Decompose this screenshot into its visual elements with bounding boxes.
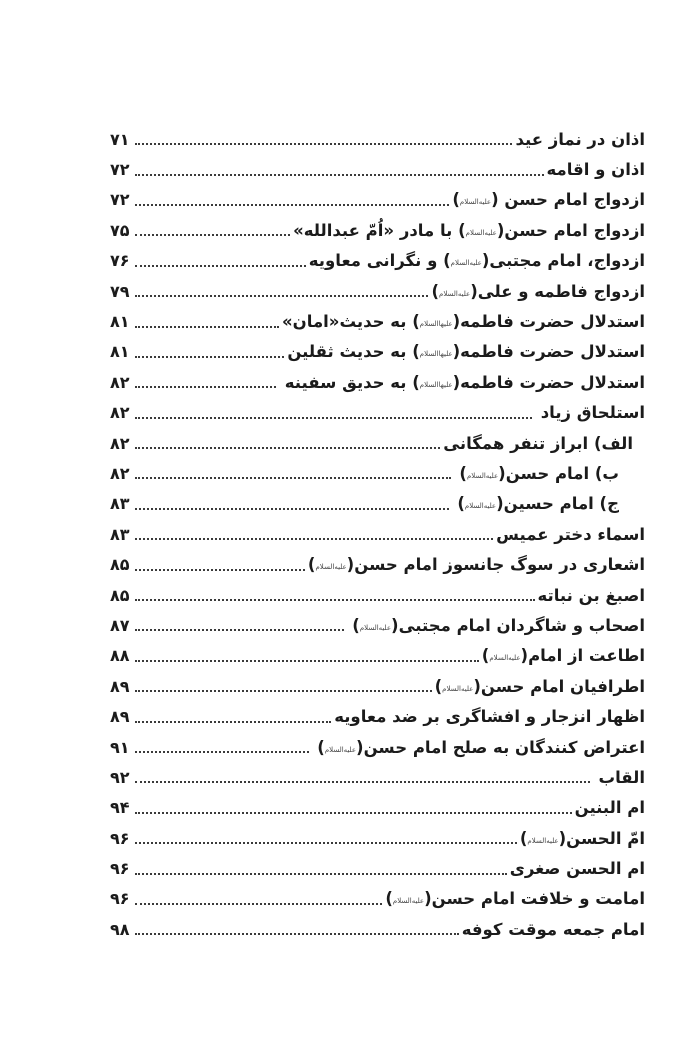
toc-entry (110, 914, 645, 944)
dotted-leader (135, 174, 544, 176)
toc-entry (110, 337, 645, 367)
toc-entry-title: اشعاری در سوگ جانسوز امام حسن(علیه‌السلام) (307, 555, 645, 575)
toc-entry-title: اصحاب و شاگردان امام مجتبی(علیه‌السلام) (352, 615, 645, 635)
toc-entry (110, 762, 645, 792)
dotted-leader (135, 265, 306, 267)
toc-entry (110, 306, 645, 336)
honorific-stamp: علیه‌السلام (442, 684, 474, 693)
toc-entry-title: اعتراض کنندگان به صلح امام حسن(علیه‌السلام) (317, 737, 645, 757)
toc-entry-title: استدلال حضرت فاطمه(علیهاالسلام) به حدیث«امان» (282, 312, 645, 332)
toc-entry-title: استدلال حضرت فاطمه(علیهاالسلام) به حدیق سفینه (279, 372, 645, 392)
toc-entry (110, 276, 645, 306)
toc-entry (110, 215, 645, 245)
toc-page-number: ۷۵ (110, 220, 130, 240)
dotted-leader (135, 903, 383, 905)
honorific-stamp: علیهاالسلام (419, 320, 453, 329)
dotted-leader (135, 781, 590, 783)
honorific-stamp: علیه‌السلام (459, 198, 492, 207)
toc-entry (110, 580, 645, 610)
toc-entry (110, 884, 645, 914)
toc-entry-title: امام جمعه موقت کوفه (461, 919, 645, 939)
toc-entry (110, 458, 645, 488)
toc-entry (110, 185, 645, 215)
toc-entry (110, 428, 645, 458)
toc-page-number: ۹۸ (110, 919, 130, 939)
dotted-leader (135, 295, 429, 297)
toc-page-number: ۷۲ (110, 160, 130, 180)
toc-entry (110, 823, 645, 853)
toc-entry-title: ازدواج امام حسن (علیه‌السلام) (452, 190, 645, 210)
toc-entry (110, 671, 645, 701)
toc-entry-title: ازدواج فاطمه و علی(علیه‌السلام) (431, 281, 645, 301)
toc-entry (110, 489, 645, 519)
toc-page-number: ۸۲ (110, 403, 130, 423)
toc-page-number: ۸۹ (110, 707, 130, 727)
dotted-leader (135, 386, 276, 388)
toc-page-number: ۷۹ (110, 281, 130, 301)
toc-entry (110, 793, 645, 823)
toc-entry (110, 641, 645, 671)
toc-entry-title: اصبغ بن نباته (537, 585, 645, 605)
toc-entry (110, 732, 645, 762)
toc-list (110, 124, 645, 945)
dotted-leader (135, 204, 450, 206)
toc-page-number: ۸۵ (110, 555, 130, 575)
toc-entry-title: اذان و اقامه (546, 160, 645, 180)
dotted-leader (135, 569, 305, 571)
honorific-stamp: علیه‌السلام (324, 745, 357, 754)
dotted-leader (135, 477, 451, 479)
toc-entry-title: ازدواج، امام مجتبی(علیه‌السلام) و نگرانی معاویه (308, 251, 645, 271)
dotted-leader (135, 660, 479, 662)
toc-entry (110, 246, 645, 276)
dotted-leader (135, 751, 309, 753)
toc-page-number: ۸۸ (110, 646, 130, 666)
toc-page-number: ۹۶ (110, 859, 130, 879)
toc-entry (110, 154, 645, 184)
honorific-stamp: علیه‌السلام (450, 259, 482, 268)
toc-entry-title: ب) امام حسن(علیه‌السلام) (459, 463, 619, 483)
toc-entry (110, 549, 645, 579)
dotted-leader (135, 508, 449, 510)
toc-page-number: ۸۹ (110, 676, 130, 696)
toc-page-number: ۸۷ (110, 615, 130, 635)
toc-entry (110, 519, 645, 549)
toc-page-number: ۸۵ (110, 585, 130, 605)
toc-entry-title: اسماء دختر عمیس (496, 524, 645, 544)
honorific-stamp: علیه‌السلام (359, 623, 392, 632)
toc-entry-title: ج) امام حسین(علیه‌السلام) (457, 494, 619, 514)
toc-entry-title: القاب (592, 767, 645, 787)
toc-page-number: ۸۳ (110, 494, 130, 514)
toc-entry-title: استدلال حضرت فاطمه(علیهاالسلام) به حدیث ثقلین (287, 342, 645, 362)
toc-entry-title: ام الحسن صغری (509, 859, 645, 879)
honorific-stamp: علیه‌السلام (489, 654, 521, 663)
toc-page-number: ۸۳ (110, 524, 130, 544)
toc-page-number: ۷۶ (110, 251, 130, 271)
honorific-stamp: علیهاالسلام (419, 380, 453, 389)
honorific-stamp: علیهاالسلام (419, 350, 453, 359)
toc-entry-title: اذان در نماز عید (515, 129, 645, 149)
dotted-leader (135, 447, 441, 449)
toc-entry-title: ام البنین (574, 798, 645, 818)
dotted-leader (135, 933, 459, 935)
toc-entry-title: اطرافیان امام حسن(علیه‌السلام) (434, 676, 645, 696)
dotted-leader (135, 326, 279, 328)
toc-entry (110, 398, 645, 428)
dotted-leader (135, 873, 507, 875)
dotted-leader (135, 721, 332, 723)
dotted-leader (135, 143, 513, 145)
toc-page-number: ۹۲ (110, 767, 130, 787)
toc-page-number: ۸۲ (110, 372, 130, 392)
dotted-leader (135, 599, 535, 601)
toc-page-number: ۹۶ (110, 889, 130, 909)
honorific-stamp: علیه‌السلام (315, 563, 347, 572)
toc-page-number: ۸۱ (110, 312, 130, 332)
dotted-leader (135, 356, 285, 358)
dotted-leader (135, 690, 432, 692)
honorific-stamp: علیه‌السلام (465, 228, 497, 237)
toc-page-number: ۹۴ (110, 798, 130, 818)
toc-page-number: ۸۲ (110, 433, 130, 453)
honorific-stamp: علیه‌السلام (464, 502, 497, 511)
toc-page-number: ۸۲ (110, 463, 130, 483)
toc-entry (110, 124, 645, 154)
dotted-leader (135, 812, 572, 814)
toc-page-number: ۹۶ (110, 828, 130, 848)
toc-page-number: ۷۲ (110, 190, 130, 210)
dotted-leader (135, 842, 517, 844)
toc-entry (110, 853, 645, 883)
dotted-leader (135, 234, 291, 236)
honorific-stamp: علیه‌السلام (466, 471, 499, 480)
honorific-stamp: علیه‌السلام (527, 836, 559, 845)
honorific-stamp: علیه‌السلام (392, 897, 425, 906)
toc-page-number: ۷۱ (110, 129, 130, 149)
dotted-leader (135, 538, 494, 540)
toc-page-number: ۸۱ (110, 342, 130, 362)
toc-entry-title: ازدواج امام حسن(علیه‌السلام) با مادر «اُمّ عبدالله» (293, 220, 645, 240)
toc-entry-title: اطاعت از امام(علیه‌السلام) (481, 646, 645, 666)
toc-entry-title: استلحاق زیاد (534, 403, 645, 423)
toc-page-number: ۹۱ (110, 737, 130, 757)
dotted-leader (135, 629, 344, 631)
toc-entry (110, 701, 645, 731)
toc-entry-title: اظهار انزجار و افشاگری بر ضد معاویه (334, 707, 645, 727)
honorific-stamp: علیه‌السلام (439, 289, 471, 298)
toc-entry-title: الف) ابراز تنفر همگانی (443, 433, 633, 453)
toc-entry-title: امامت و خلافت امام حسن(علیه‌السلام) (385, 889, 645, 909)
toc-entry (110, 367, 645, 397)
toc-entry-title: امّ الحسن(علیه‌السلام) (519, 828, 645, 848)
dotted-leader (135, 417, 532, 419)
toc-entry (110, 610, 645, 640)
